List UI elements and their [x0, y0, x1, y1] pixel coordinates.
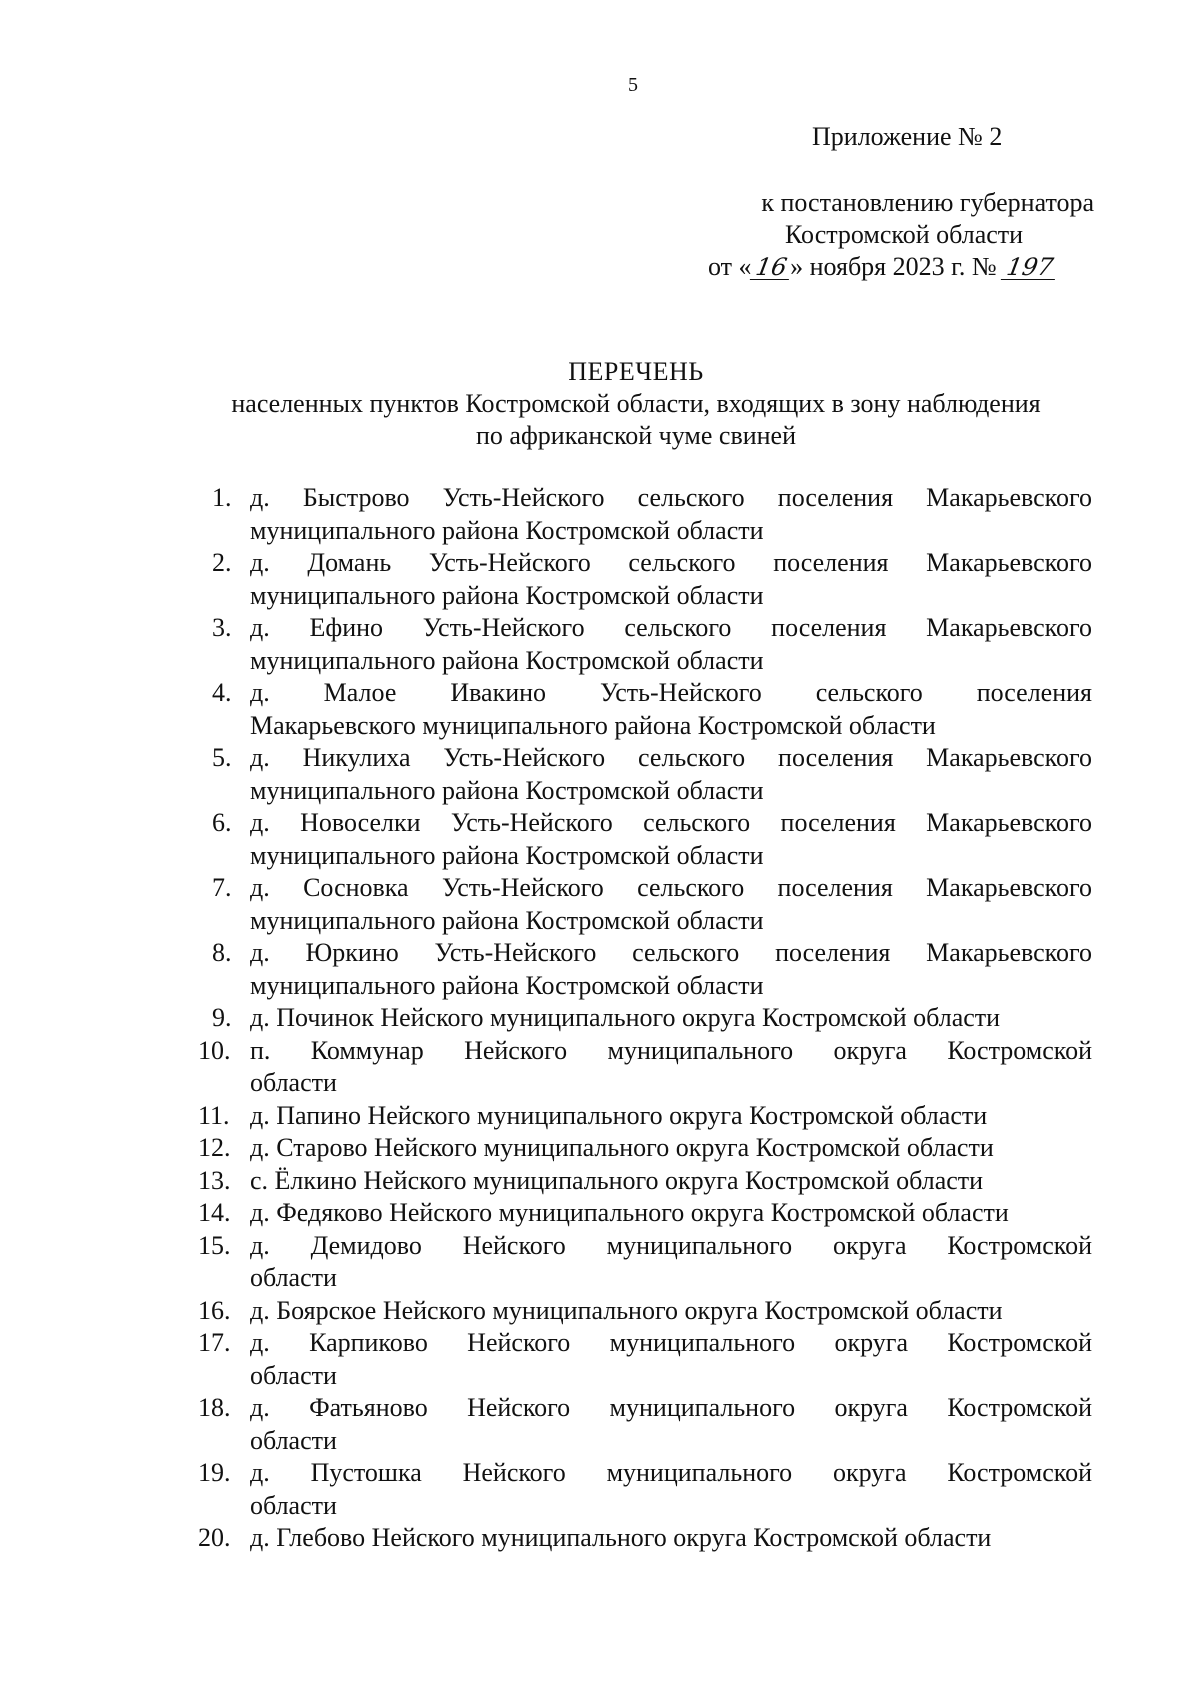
title-line-2: по африканской чуме свиней [476, 421, 796, 450]
list-item [212, 1002, 1092, 1035]
list-item-text-continued: муниципального района Костромской области [250, 970, 764, 1000]
document-title [150, 356, 1122, 452]
list-item-text-continued: Макарьевского муниципального района Костромской области [250, 710, 936, 740]
list-item-text: д. Малое Ивакино Усть-Нейского сельского поселения [250, 678, 1092, 707]
list-item-number: 16. [198, 1295, 231, 1325]
list-item-number: 17. [198, 1328, 231, 1357]
list-item-text-continued: муниципального района Костромской области [250, 645, 764, 675]
list-item [212, 547, 1092, 612]
list-item-text: д. Боярское Нейского муниципального округа Костромской области [250, 1295, 1003, 1325]
list-item-text: д. Федяково Нейского муниципального округа Костромской области [250, 1198, 1009, 1227]
list-item [198, 1392, 1092, 1457]
title-heading: ПЕРЕЧЕНЬ [568, 357, 704, 386]
list-item-text-continued: муниципального района Костромской области [250, 905, 764, 935]
list-item-number: 5. [212, 743, 232, 772]
list-item [198, 1100, 1092, 1133]
list-item [212, 612, 1092, 677]
list-item-text: д. Старово Нейского муниципального округа Костромской области [250, 1133, 994, 1162]
resolution-line-2: Костромской области [785, 220, 1024, 249]
appendix-title: Приложение № 2 [812, 122, 1003, 151]
list-item [212, 872, 1092, 937]
list-item-text: д. Папино Нейского муниципального округа Костромской области [250, 1100, 988, 1130]
list-item-number: 14. [198, 1198, 231, 1227]
title-line-1: населенных пунктов Костромской области, входящих в зону наблюдения [231, 389, 1041, 418]
page-number: 5 [628, 74, 638, 96]
list-item [212, 482, 1092, 547]
resolution-line-1: к постановлению губернатора [761, 188, 1094, 217]
list-item [198, 1327, 1092, 1392]
handwritten-number: 197 [1001, 255, 1059, 280]
list-item-number: 7. [212, 873, 232, 902]
list-item-number: 19. [198, 1458, 231, 1487]
list-item-text: д. Починок Нейского муниципального округа Костромской области [250, 1003, 1001, 1032]
list-item-number: 2. [212, 548, 232, 577]
list-item-number: 20. [198, 1523, 231, 1552]
list-item-text: д. Карпиково Нейского муниципального округа Костромской [250, 1328, 1092, 1357]
list-item [212, 677, 1092, 742]
list-item [198, 1457, 1092, 1522]
list-item-text-continued: области [250, 1263, 337, 1292]
list-item [198, 1165, 1092, 1198]
list-item [212, 937, 1092, 1002]
list-item-text: д. Юркино Усть-Нейского сельского поселения Макарьевского [250, 938, 1092, 967]
list-item-text: д. Домань Усть-Нейского сельского поселения Макарьевского [250, 548, 1092, 577]
list-item-number: 13. [198, 1165, 231, 1195]
list-item-number: 9. [212, 1003, 232, 1032]
list-item-text: д. Новоселки Усть-Нейского сельского поселения Макарьевского [250, 808, 1092, 837]
list-item-number: 4. [212, 678, 232, 707]
list-item [198, 1197, 1092, 1230]
list-item-text: д. Пустошка Нейского муниципального округа Костромской [250, 1458, 1092, 1487]
list-item-text: д. Сосновка Усть-Нейского сельского поселения Макарьевского [250, 873, 1092, 902]
list-item [198, 1295, 1092, 1328]
list-item-text-continued: муниципального района Костромской области [250, 515, 764, 545]
list-item-text: с. Ёлкино Нейского муниципального округа Костромской области [250, 1165, 984, 1195]
list-item-text: д. Никулиха Усть-Нейского сельского поселения Макарьевского [250, 743, 1092, 772]
resolution-date-prefix: от « [708, 252, 752, 281]
list-item [198, 1132, 1092, 1165]
list-item [212, 742, 1092, 807]
list-item [198, 1035, 1092, 1100]
list-item-number: 6. [212, 808, 232, 837]
list-item-number: 10. [198, 1035, 231, 1065]
resolution-date-middle: » ноября 2023 г. № [790, 252, 1004, 281]
list-item-number: 8. [212, 938, 232, 967]
list-item-number: 1. [212, 483, 232, 512]
list-item-text-continued: области [250, 1490, 337, 1520]
list-item-number: 18. [198, 1393, 231, 1422]
list-item [198, 1522, 1092, 1555]
list-item-text: д. Фатьяново Нейского муниципального округа Костромской [250, 1393, 1092, 1422]
list-item-text: д. Ефино Усть-Нейского сельского поселения Макарьевского [250, 613, 1092, 642]
list-item-text: п. Коммунар Нейского муниципального округа Костромской [250, 1035, 1092, 1065]
handwritten-day: 16 [749, 255, 792, 280]
list-item-number: 12. [198, 1133, 231, 1162]
resolution-reference [700, 187, 1094, 283]
list-item [198, 1230, 1092, 1295]
list-item-text-continued: области [250, 1068, 337, 1097]
list-item-number: 15. [198, 1230, 231, 1260]
settlement-list [198, 482, 1092, 1555]
list-item-text: д. Глебово Нейского муниципального округа Костромской области [250, 1523, 992, 1552]
list-item-text: д. Демидово Нейского муниципального округа Костромской [250, 1230, 1092, 1260]
list-item-number: 3. [212, 613, 232, 642]
list-item-text-continued: муниципального района Костромской области [250, 840, 764, 870]
list-item-text-continued: муниципального района Костромской области [250, 580, 764, 610]
resolution-line-3 [700, 251, 1094, 283]
list-item-text-continued: муниципального района Костромской области [250, 775, 764, 805]
list-item-text-continued: области [250, 1360, 337, 1390]
list-item [212, 807, 1092, 872]
list-item-number: 11. [198, 1100, 230, 1130]
list-item-text-continued: области [250, 1425, 337, 1455]
list-item-text: д. Быстрово Усть-Нейского сельского поселения Макарьевского [250, 483, 1092, 512]
